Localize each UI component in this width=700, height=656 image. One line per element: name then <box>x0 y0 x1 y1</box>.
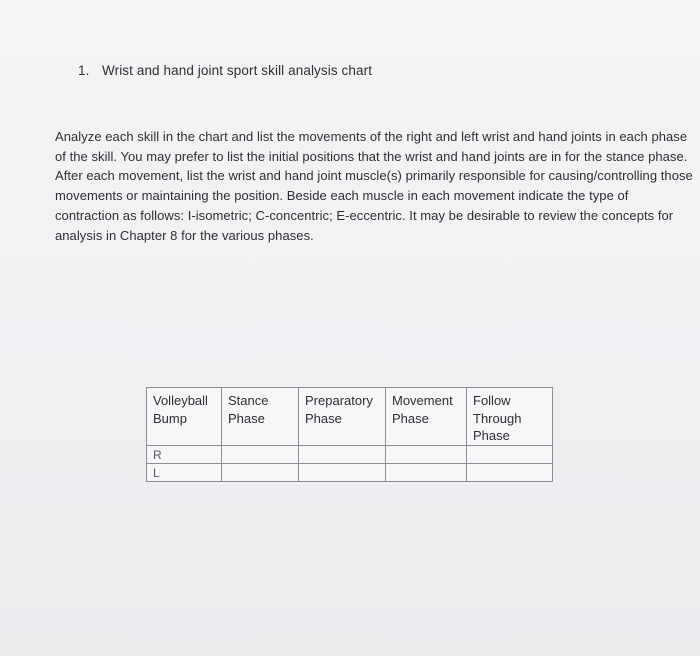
cell-r-preparatory[interactable] <box>299 446 386 464</box>
question-heading <box>78 63 372 78</box>
header-follow-through-phase: Follow Through Phase <box>467 388 553 446</box>
table-row-right <box>147 446 553 464</box>
cell-r-stance[interactable] <box>222 446 299 464</box>
question-number: 1. <box>78 63 90 78</box>
table-row-left <box>147 464 553 482</box>
question-title: Wrist and hand joint sport skill analysis chart <box>102 63 373 78</box>
row-label-right: R <box>147 446 222 464</box>
cell-l-movement[interactable] <box>386 464 467 482</box>
instructions-paragraph: Analyze each skill in the chart and list the movements of the right and left wrist and hand joints in each phase of the skill. You may prefer to list the initial positions that the wrist and hand joints are in for the stance phase. After each movement, list the wrist and hand joint muscle(s) primarily responsible for causing/controlling those movements or maintaining the position. Beside each muscle in each movement indicate the type of contraction as follows: I-isometric; C-concentric; E-eccentric. It may be desirable to review the concepts for analysis in Chapter 8 for the various phases. <box>55 129 693 243</box>
cell-r-movement[interactable] <box>386 446 467 464</box>
header-movement-phase: Movement Phase <box>386 388 467 446</box>
skill-analysis-table <box>146 387 553 482</box>
cell-l-follow-through[interactable] <box>467 464 553 482</box>
cell-l-stance[interactable] <box>222 464 299 482</box>
table-header-row <box>147 388 553 446</box>
row-label-left: L <box>147 464 222 482</box>
cell-r-follow-through[interactable] <box>467 446 553 464</box>
header-stance-phase: Stance Phase <box>222 388 299 446</box>
header-preparatory-phase: Preparatory Phase <box>299 388 386 446</box>
cell-l-preparatory[interactable] <box>299 464 386 482</box>
header-skill: Volleyball Bump <box>147 388 222 446</box>
